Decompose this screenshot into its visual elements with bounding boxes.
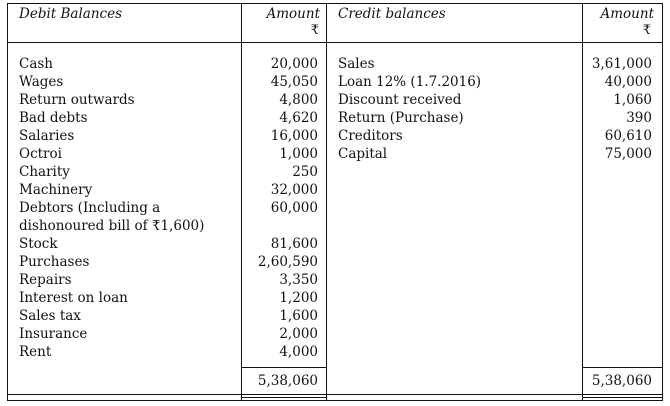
debit-amount: 1,600 bbox=[279, 308, 318, 324]
table-border-bottom bbox=[7, 400, 663, 401]
debit-amount: 32,000 bbox=[270, 182, 318, 198]
credit-label: Discount received bbox=[338, 92, 462, 108]
debit-amounts-column bbox=[243, 55, 318, 361]
header-rule bbox=[7, 42, 663, 43]
credit-label: Sales bbox=[338, 56, 375, 72]
debit-amount: 250 bbox=[292, 164, 318, 180]
credit-amount: 1,060 bbox=[613, 92, 652, 108]
debit-amount: 60,000 bbox=[270, 200, 318, 216]
debit-label: Debtors (Including a bbox=[19, 200, 161, 216]
credit-amount: 75,000 bbox=[604, 146, 652, 162]
debit-amount bbox=[243, 217, 318, 235]
debit-label: Sales tax bbox=[19, 308, 81, 324]
debit-amount: 1,200 bbox=[279, 290, 318, 306]
debit-label: Stock bbox=[19, 236, 58, 252]
debit-label: Rent bbox=[19, 344, 52, 360]
debit-label: Purchases bbox=[19, 254, 90, 270]
debit-amount: 81,600 bbox=[270, 236, 318, 252]
debit-label: Cash bbox=[19, 56, 54, 72]
credit-label: Capital bbox=[338, 146, 388, 162]
debit-label: Octroi bbox=[19, 146, 62, 162]
credit-amount-heading: Amount bbox=[600, 6, 654, 22]
debit-label: Insurance bbox=[19, 326, 88, 342]
debit-amount: 4,000 bbox=[279, 344, 318, 360]
table-border-top bbox=[7, 3, 663, 4]
debit-total: 5,38,060 bbox=[257, 373, 318, 389]
debit-currency-symbol: ₹ bbox=[310, 23, 319, 38]
debit-label: Bad debts bbox=[19, 110, 88, 126]
credit-label: Creditors bbox=[338, 128, 403, 144]
debit-amount: 4,620 bbox=[279, 110, 318, 126]
debit-amount: 20,000 bbox=[270, 56, 318, 72]
credit-amount: 40,000 bbox=[604, 74, 652, 90]
debit-amount: 16,000 bbox=[270, 128, 318, 144]
bottom-rule-1 bbox=[7, 394, 663, 395]
debit-labels-column bbox=[19, 55, 239, 361]
debit-label: Return outwards bbox=[19, 92, 135, 108]
debit-label: dishonoured bill of ₹1,600) bbox=[19, 218, 205, 234]
column-divider-credit-amount bbox=[582, 3, 583, 401]
debit-balances-heading: Debit Balances bbox=[19, 6, 122, 22]
credit-total: 5,38,060 bbox=[591, 373, 652, 389]
table-border-left bbox=[7, 3, 8, 401]
table-border-right bbox=[662, 3, 663, 401]
credit-amount: 390 bbox=[626, 110, 652, 126]
debit-label: Charity bbox=[19, 164, 70, 180]
credit-balances-heading: Credit balances bbox=[338, 6, 446, 22]
debit-amount: 3,350 bbox=[279, 272, 318, 288]
credit-labels-column bbox=[338, 55, 578, 163]
credit-currency-symbol: ₹ bbox=[642, 23, 651, 38]
credit-amount: 60,610 bbox=[604, 128, 652, 144]
debit-amount: 4,800 bbox=[279, 92, 318, 108]
debit-total-rule-top bbox=[241, 367, 327, 368]
debit-label: Repairs bbox=[19, 272, 72, 288]
debit-amount: 2,000 bbox=[279, 326, 318, 342]
credit-label: Loan 12% (1.7.2016) bbox=[338, 74, 482, 90]
credit-label: Return (Purchase) bbox=[338, 110, 464, 126]
credit-amounts-column bbox=[584, 55, 652, 163]
column-divider-credit-label bbox=[326, 3, 327, 401]
debit-double-rule bbox=[241, 397, 327, 398]
credit-double-rule bbox=[582, 397, 663, 398]
credit-amount: 3,61,000 bbox=[591, 56, 652, 72]
credit-total-rule-top bbox=[582, 367, 663, 368]
debit-amount: 1,000 bbox=[279, 146, 318, 162]
column-divider-debit-amount bbox=[241, 3, 242, 401]
debit-amount-heading: Amount bbox=[266, 6, 320, 22]
debit-amount: 2,60,590 bbox=[257, 254, 318, 270]
trial-balance-table bbox=[7, 3, 663, 401]
debit-amount: 45,050 bbox=[270, 74, 318, 90]
debit-label: Machinery bbox=[19, 182, 93, 198]
debit-label: Wages bbox=[19, 74, 64, 90]
debit-label: Salaries bbox=[19, 128, 75, 144]
debit-label: Interest on loan bbox=[19, 290, 128, 306]
